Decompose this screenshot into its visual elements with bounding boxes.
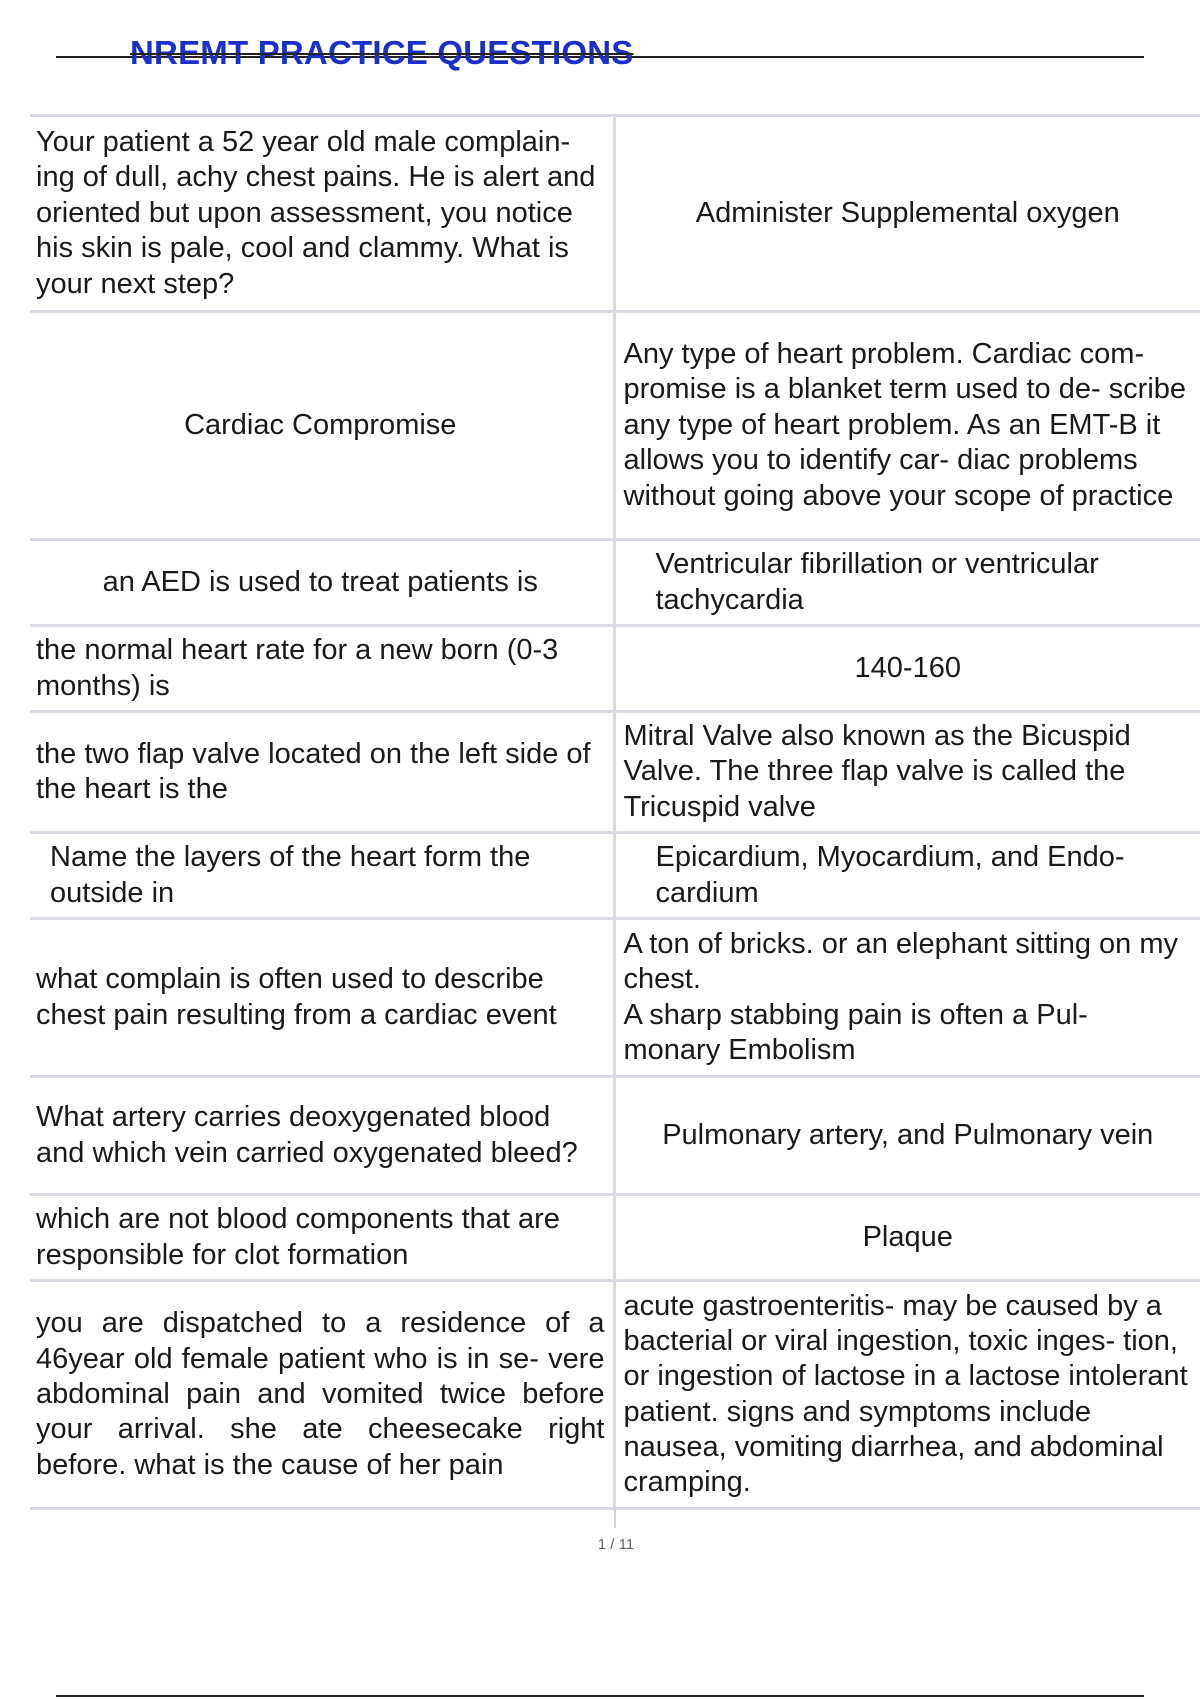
answer-cell: Plaque: [862, 1220, 953, 1253]
question-cell: What artery carries deoxygenated blood and which vein carried oxygenated bleed?: [30, 1077, 614, 1195]
table-row: [30, 1077, 1200, 1195]
table-row: [30, 626, 1200, 712]
question-cell: the normal heart rate for a new born (0-3 months) is: [30, 626, 614, 712]
question-cell: an AED is used to treat patients is: [30, 540, 614, 626]
question-cell: what complain is often used to describe chest pain resulting from a cardiac event: [30, 919, 614, 1077]
table-row: [30, 312, 1200, 540]
question-cell: Your patient a 52 year old male complain- ing of dull, achy chest pains. He is alert and oriented but upon assessment, you notice his skin is pale, cool and clammy. What is your next step?: [30, 116, 614, 312]
answer-cell: Epicardium, Myocardium, and Endo- cardium: [655, 841, 1125, 909]
table-row: [30, 919, 1200, 1077]
question-cell: Name the layers of the heart form the outside in: [30, 833, 614, 919]
answer-cell: Pulmonary artery, and Pulmonary vein: [662, 1118, 1154, 1151]
table-row: [30, 540, 1200, 626]
answer-cell: Any type of heart problem. Cardiac com- promise is a blanket term used to de- scribe any type of heart problem. As an EMT-B it allows you to identify car- diac problems without going above your scope of practice: [623, 338, 1187, 512]
question-cell: Cardiac Compromise: [30, 312, 614, 540]
answer-cell: Administer Supplemental oxygen: [695, 196, 1120, 229]
table-row: [30, 116, 1200, 312]
answer-line: A sharp stabbing pain is often a Pul- monary Embolism: [623, 998, 1088, 1066]
column-divider-tick: [614, 1506, 616, 1528]
answer-cell: Ventricular fibrillation or ventricular tachycardia: [655, 548, 1099, 616]
footer-rule: [56, 1695, 1144, 1697]
table-row: [30, 1281, 1200, 1509]
table-row: [30, 712, 1200, 833]
question-cell: you are dispatched to a residence of a 46year old female patient who is in se- vere abdominal pain and vomited twice before your arrival. she ate cheesecake right before. what is the cause of her pain: [30, 1281, 614, 1509]
answer-cell: acute gastroenteritis- may be caused by a bacterial or viral ingestion, toxic inges- tion, or ingestion of lactose in a lactose intolerant patient. signs and symptoms include nausea, vomiting diarrhea, and abdominal cramping.: [623, 1289, 1188, 1499]
page-indicator: 1 / 11: [597, 1536, 635, 1553]
question-cell: which are not blood components that are responsible for clot formation: [30, 1195, 614, 1281]
answer-cell: Mitral Valve also known as the Bicuspid Valve. The three flap valve is called the Tricuspid valve: [623, 720, 1131, 823]
qa-table: [30, 114, 1200, 1510]
table-row: [30, 1195, 1200, 1281]
question-cell: the two flap valve located on the left side of the heart is the: [30, 712, 614, 833]
answer-cell: [614, 919, 1200, 1077]
answer-cell: 140-160: [854, 651, 961, 684]
table-row: [30, 833, 1200, 919]
page-title: NREMT PRACTICE QUESTIONS: [130, 34, 634, 71]
answer-line: A ton of bricks. or an elephant sitting on my chest.: [623, 927, 1179, 996]
